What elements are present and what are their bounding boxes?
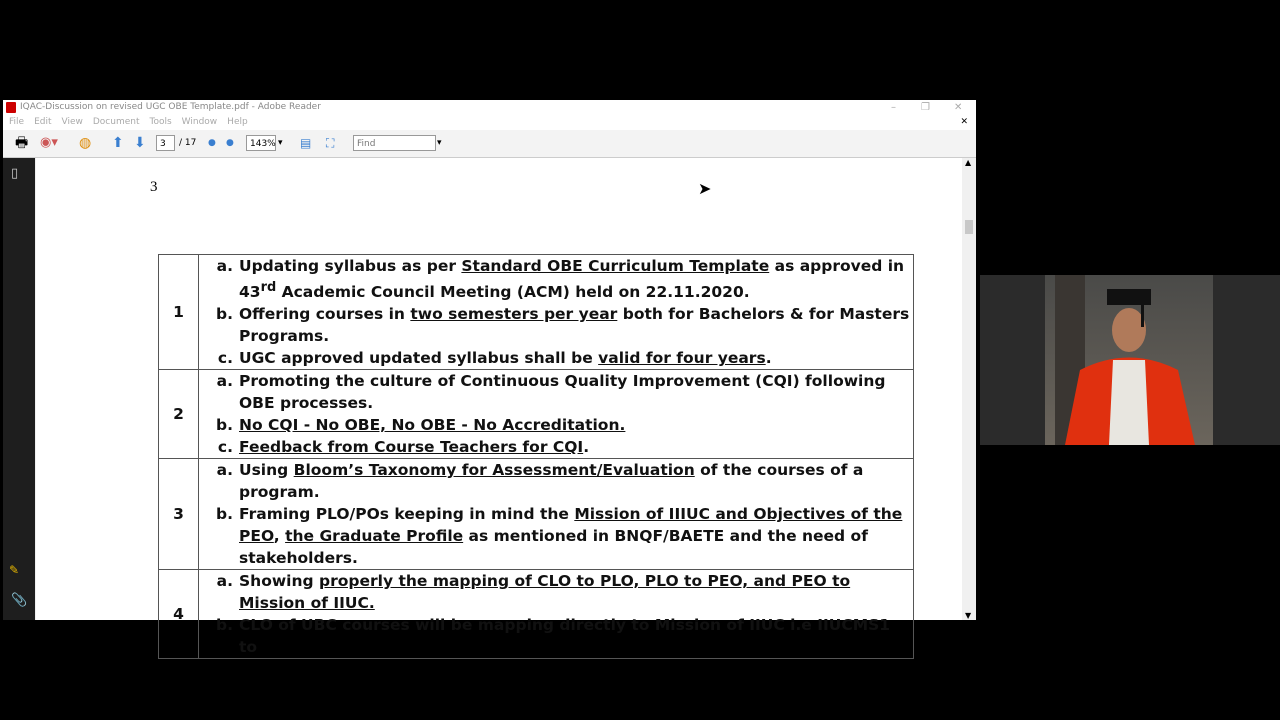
zoom-in-icon[interactable]: ● <box>226 138 234 148</box>
menu-window[interactable]: Window <box>181 117 218 127</box>
item-label: c. <box>217 349 233 368</box>
syllabus-table <box>158 254 914 659</box>
list-item <box>199 347 913 369</box>
share-icon[interactable]: ◉▾ <box>40 135 58 150</box>
table-row <box>159 570 914 659</box>
item-text: Framing PLO/POs keeping in mind the Mission of IIIUC and Objectives of the PEO, the Graduate Profile as mentioned in BNQF/BAETE and the need of stakeholders. <box>239 505 903 568</box>
item-text: Promoting the culture of Continuous Quality Improvement (CQI) following OBE processes. <box>239 372 886 413</box>
comments-icon[interactable]: ✎ <box>9 563 20 577</box>
item-text: No CQI - No OBE, No OBE - No Accreditation. <box>239 416 626 435</box>
item-label: c. <box>217 438 233 457</box>
minimize-button[interactable]: – <box>891 102 896 113</box>
item-text: CLO of UBC courses will be mapping directly to Mission of IIUC i.e IIUCMS1 to <box>239 616 891 657</box>
item-label: a. <box>216 572 233 591</box>
menu-document[interactable]: Document <box>92 117 140 127</box>
pdf-page <box>36 158 962 657</box>
previous-page-icon[interactable]: ⬆ <box>112 135 124 151</box>
print-icon[interactable]: 🖶 <box>15 135 29 151</box>
item-label: b. <box>216 416 233 435</box>
page-number-input[interactable]: 3 <box>156 135 175 151</box>
vertical-scrollbar[interactable] <box>962 158 976 620</box>
menu-view[interactable]: View <box>61 117 83 127</box>
list-item <box>199 255 913 303</box>
item-label: b. <box>216 505 233 524</box>
row-number: 1 <box>159 255 199 370</box>
row-content <box>199 370 914 459</box>
item-text: Feedback from Course Teachers for CQI. <box>239 438 590 457</box>
restore-button[interactable]: ❐ <box>921 102 930 113</box>
row-number: 2 <box>159 370 199 459</box>
close-document-icon[interactable]: ✕ <box>960 117 968 127</box>
list-item <box>199 459 913 503</box>
webcam-video <box>980 275 1280 445</box>
fit-width-icon[interactable]: ▤ <box>300 136 312 150</box>
menu-file[interactable]: File <box>9 117 25 127</box>
list-item <box>199 570 913 614</box>
find-input[interactable]: Find <box>353 135 436 151</box>
menu-edit[interactable]: Edit <box>34 117 52 127</box>
title-bar <box>3 100 976 115</box>
collaborate-icon[interactable]: ◍ <box>79 135 92 151</box>
fit-page-icon[interactable]: ⛶ <box>326 136 335 150</box>
menu-bar <box>3 115 976 130</box>
item-text: Showing properly the mapping of CLO to PLO, PLO to PEO, and PEO to Mission of IIUC. <box>239 572 851 613</box>
table-row <box>159 370 914 459</box>
item-label: a. <box>216 461 233 480</box>
scroll-thumb[interactable] <box>965 220 973 234</box>
item-text: Using Bloom’s Taxonomy for Assessment/Evaluation of the courses of a program. <box>239 461 864 502</box>
list-item <box>199 414 913 436</box>
zoom-input[interactable]: 143% <box>246 135 276 151</box>
scroll-up-icon[interactable]: ▲ <box>965 158 972 167</box>
row-content <box>199 459 914 570</box>
find-dropdown-icon[interactable]: ▾ <box>437 138 442 148</box>
list-item <box>199 436 913 458</box>
navigation-panel <box>3 158 35 620</box>
table-row <box>159 255 914 370</box>
item-label: a. <box>216 372 233 391</box>
zoom-out-icon[interactable]: ● <box>208 138 216 148</box>
pdf-icon <box>6 102 16 113</box>
list-item <box>199 503 913 569</box>
presenter-figure <box>1045 275 1213 445</box>
page-total: / 17 <box>179 138 197 148</box>
adobe-reader-window <box>3 100 976 657</box>
zoom-dropdown-icon[interactable]: ▾ <box>278 138 283 148</box>
mouse-cursor-icon: ➤ <box>698 179 712 198</box>
item-text: Updating syllabus as per Standard OBE Curriculum Template as approved in 43rd Academic Council Meeting (ACM) held on 22.11.2020. <box>239 257 905 302</box>
window-title: IQAC-Discussion on revised UGC OBE Template.pdf - Adobe Reader <box>20 102 321 112</box>
item-label: b. <box>216 616 233 635</box>
scroll-down-icon[interactable]: ▼ <box>965 611 972 620</box>
presenter-photo <box>1045 275 1213 445</box>
pages-icon[interactable]: ▯ <box>11 166 19 181</box>
item-label: a. <box>216 257 233 275</box>
item-text: Offering courses in two semesters per year both for Bachelors & for Masters Programs. <box>239 305 910 346</box>
item-label: b. <box>216 305 233 324</box>
table-row <box>159 459 914 570</box>
row-content <box>199 255 914 370</box>
list-item <box>199 370 913 414</box>
list-item <box>199 303 913 347</box>
toolbar <box>3 130 976 158</box>
menu-tools[interactable]: Tools <box>149 117 172 127</box>
item-text: UGC approved updated syllabus shall be valid for four years. <box>239 349 772 368</box>
row-number: 3 <box>159 459 199 570</box>
next-page-icon[interactable]: ⬇ <box>134 135 146 151</box>
list-item <box>199 614 913 658</box>
row-content <box>199 570 914 659</box>
page-label: 3 <box>150 179 158 195</box>
attachment-icon[interactable]: 📎 <box>11 593 28 608</box>
close-button[interactable]: ✕ <box>954 102 963 113</box>
menu-help[interactable]: Help <box>227 117 248 127</box>
row-number: 4 <box>159 570 199 659</box>
